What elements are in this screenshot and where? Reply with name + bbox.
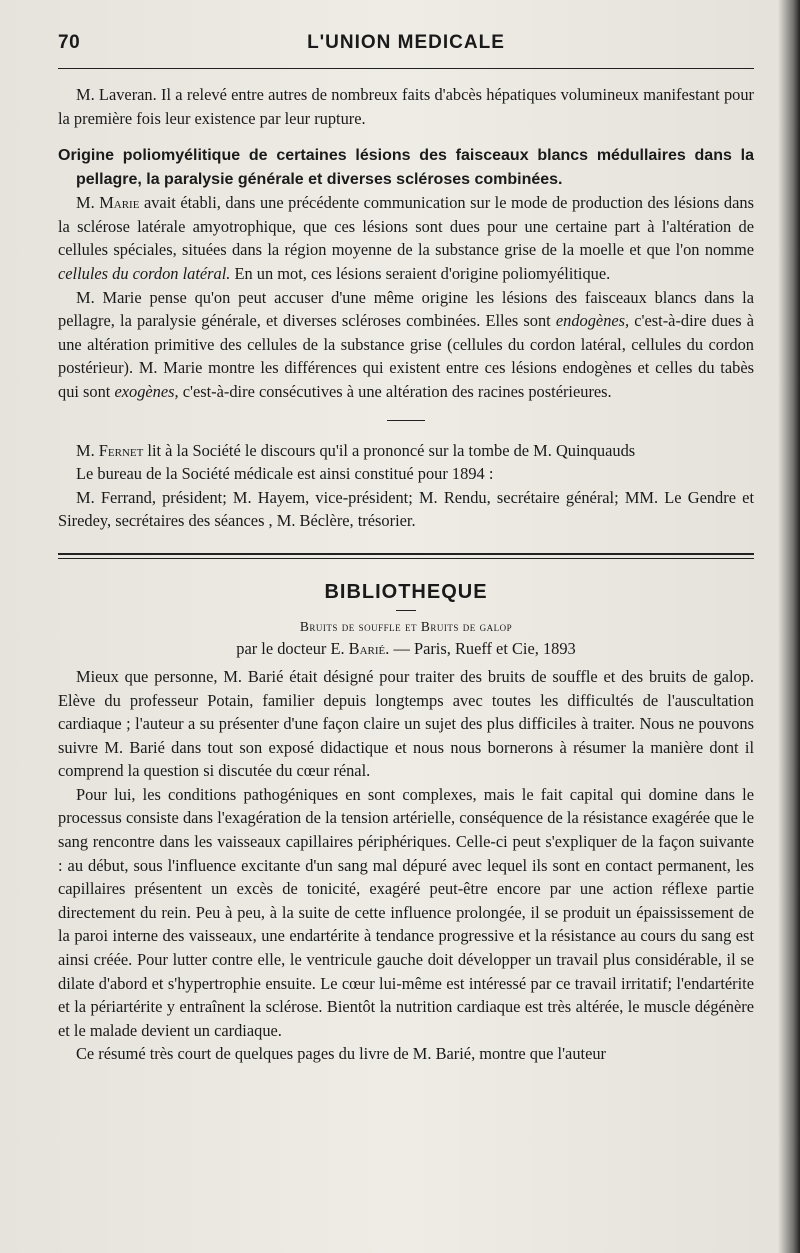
page-header xyxy=(58,32,754,54)
page-number: 70 xyxy=(58,32,81,53)
bibliotheque-heading: BIBLIOTHEQUE xyxy=(324,580,488,603)
paragraph-officers: M. Ferrand, président; M. Hayem, vice-président; M. Rendu, secrétaire général; MM. Le Gendre et Siredey, secrétaires des séances , M. Béclère, trésorier. xyxy=(58,487,754,531)
book-title: Bruits de souffle et Bruits de galop xyxy=(299,618,513,634)
paragraph-marie-2: M. Marie pense qu'on peut accuser d'une même origine les lésions des faisceaux blancs dans la pellagre, la paralysie générale, et diverses scléroses combinées. Elles sont endogènes, c'est-à-dire dues à une altération primitive des cellules de la substance grise (cellules du cordon latéral, cellules du cordon postérieur). M. Marie montre les différences qui existent entre ces lésions endogènes et celles du tabès qui sont exogènes, c'est-à-dire consécutives à une altération des racines postérieures. xyxy=(58,287,754,401)
paragraph-laveran: M. Laveran. Il a relevé entre autres de nombreux faits d'abcès hépatiques volumineux manifestant pour la première fois leur existence par leur rupture. xyxy=(58,85,754,128)
review-paragraph-1: Mieux que personne, M. Barié était désigné pour traiter des bruits de souffle et des bruits de galop. Elève du professeur Potain, familier depuis longtemps avec toutes les difficultés de l'auscultation cardiaque ; l'auteur a su présenter d'une façon claire un sujet des plus difficiles à traiter. Nous ne pouvons suivre M. Barié dans tout son exposé didactique et nous nous bornerons à résumer la manière dont il comprend la question si discutée du cœur rénal. xyxy=(58,666,754,781)
section-divider xyxy=(387,420,425,421)
review-paragraph-2: Pour lui, les conditions pathogéniques en sont complexes, mais le fait capital qui domine dans le processus consiste dans l'exagération de la tension artérielle, conséquence de la résistance exagérée que le sang rencontre dans les vaisseaux capillaires périphériques. Celle-ci peut s'expliquer de la façon suivante : au début, sous l'influence excitante d'un sang mal dépuré avec lequel ils sont en contact permanent, les capillaires présentent un excès de tonicité, exagéré peut-être encore par une action réflexe partie directement du rein. Peu à peu, à la suite de cette influence prolongée, il se produit un épaississement de la paroi interne des vaisseaux, une endartérite à tendance progressive et la résistance au cours du sang est ainsi créée. Pour lutter contre elle, le ventricule gauche doit développer un travail plus considérable, il se dilate d'abord et s'hypertrophie ensuite. Le cœur lui-même est intéressé par ce travail irritatif; l'endartérite et la périartérite y entraînent la sclérose. Bientôt la nutrition cardiaque est très altérée, le muscle dégénère et le malade devient un cardiaque. xyxy=(58,784,754,1040)
paragraph-fernet: M. Fernet lit à la Société le discours qu'il a prononcé sur la tombe de M. Quinquauds xyxy=(76,440,636,460)
section-title-origine: Origine poliomyélitique de certaines lésions des faisceaux blancs médullaires dans la pellagre, la paralysie générale et diverses scléroses combinées. xyxy=(58,147,754,188)
bibliotheque-double-rule xyxy=(58,553,754,559)
heading-dash xyxy=(396,610,416,611)
book-author: par le docteur E. Barié. — Paris, Rueff et Cie, 1893 xyxy=(236,638,576,658)
page-binding-shadow xyxy=(778,0,800,1253)
running-title: L'UNION MEDICALE xyxy=(307,32,505,53)
paragraph-marie-1: M. Marie avait établi, dans une précédente communication sur le mode de production des lésions dans la sclérose latérale amyotrophique, que ces lésions sont dues pour une certaine part à l'altération de cellules spéciales, situées dans la région moyenne de la substance grise de la moelle et que l'on nomme cellules du cordon latéral. En un mot, ces lésions seraient d'origine poliomyélitique. xyxy=(58,193,754,283)
paragraph-bureau: Le bureau de la Société médicale est ainsi constitué pour 1894 : xyxy=(76,464,494,484)
review-paragraph-3: Ce résumé très court de quelques pages du livre de M. Barié, montre que l'auteur xyxy=(76,1044,607,1064)
header-rule xyxy=(58,68,754,69)
